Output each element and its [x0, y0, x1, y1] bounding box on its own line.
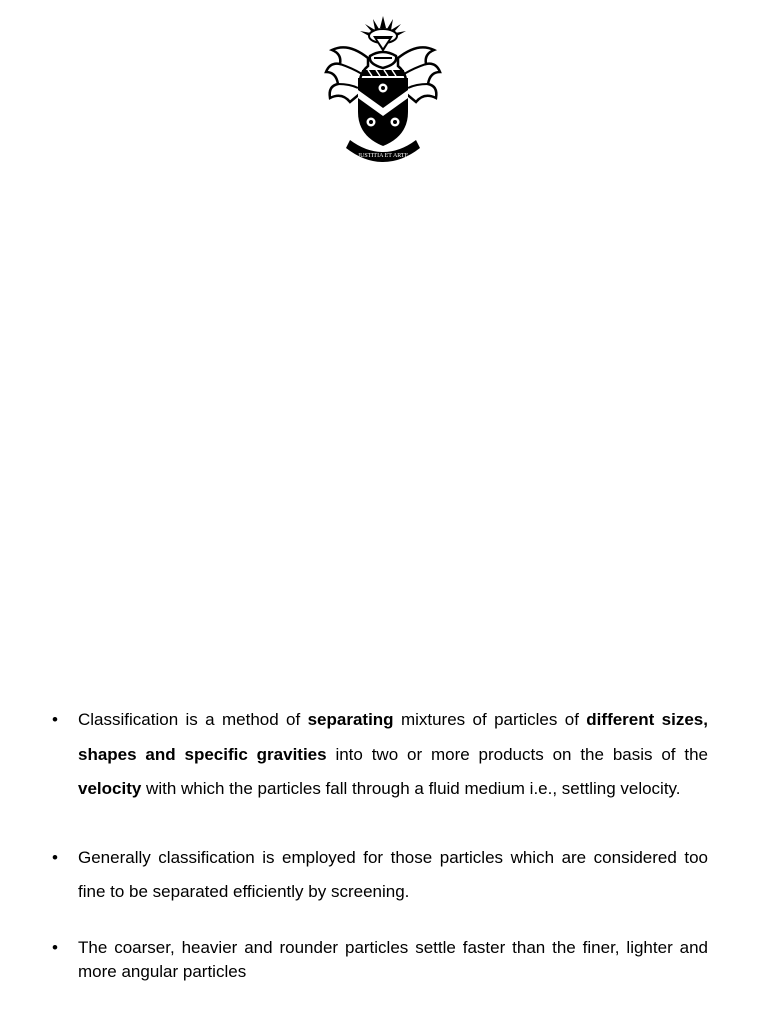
bullet-text-1-seg-2: separating — [307, 710, 394, 729]
bullet-item-classification-usage — [0, 841, 768, 910]
bullet-text-1-seg-4: different sizes, shapes and specific gravities — [78, 710, 708, 764]
bullet-text-2: Generally classification is employed for those particles which are considered too fine to be separated efficiently by screening. — [78, 847, 708, 901]
bullet-text-1-seg-6: velocity — [78, 779, 142, 798]
bullet-text-1-seg-3: mixtures of particles of — [393, 710, 587, 729]
bullet-marker: • — [52, 847, 58, 867]
bullet-text-1-seg-1: Classification is a method of — [78, 710, 308, 729]
bullet-item-settling-behaviour — [0, 936, 768, 984]
bullet-marker: • — [52, 710, 58, 729]
university-crest — [318, 12, 448, 162]
bullet-marker: • — [52, 937, 58, 957]
bullet-text-1-seg-5: into two or more products on the basis of the — [326, 744, 709, 764]
bullet-text-1-seg-7: with which the particles fall through a fluid medium i.e., settling velocity. — [141, 779, 681, 798]
bullet-list — [0, 703, 768, 984]
coat-of-arms-icon — [318, 12, 448, 162]
bullet-text-3: The coarser, heavier and rounder particles settle faster than the finer, lighter and more angular particles — [78, 937, 708, 981]
bullet-item-classification-definition — [0, 703, 768, 807]
crest-motto: JUSTITIA ET ARTE — [357, 153, 409, 159]
